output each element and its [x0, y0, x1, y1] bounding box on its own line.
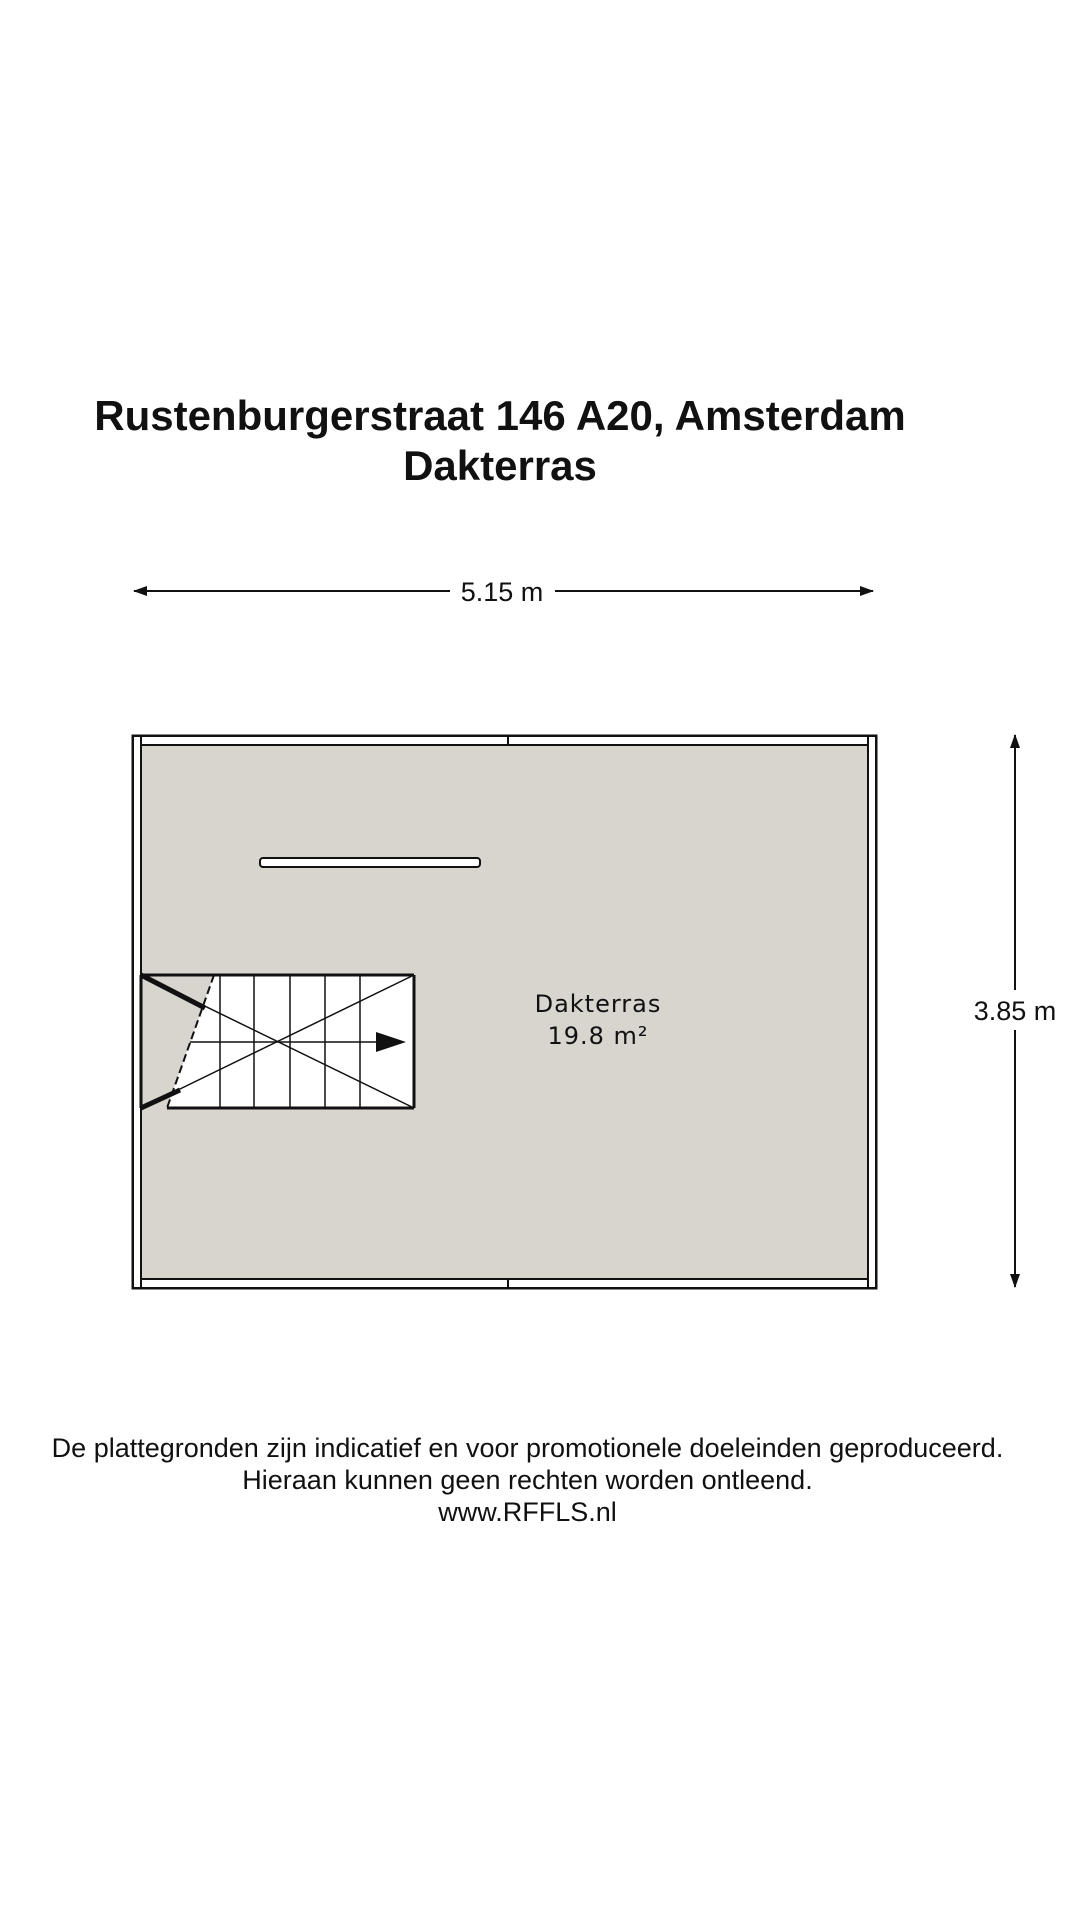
- wall-right: [868, 736, 876, 1288]
- disclaimer-line-1: De plattegronden zijn indicatief en voor promotionele doeleinden geproduceerd.: [51, 1433, 1004, 1463]
- room-area-label: 19.8 m²: [547, 1022, 649, 1050]
- room-name-label: Dakterras: [534, 990, 662, 1018]
- website-link[interactable]: www.RFFLS.nl: [438, 1497, 617, 1527]
- width-label: 5.15 m: [460, 577, 544, 607]
- width-dimension: [134, 577, 873, 607]
- plan-address-title: Rustenburgerstraat 146 A20, Amsterdam: [94, 392, 906, 439]
- railing-bar: [260, 858, 480, 867]
- height-dimension: [974, 735, 1057, 1287]
- disclaimer-line-2: Hieraan kunnen geen rechten worden ontleend.: [242, 1465, 813, 1495]
- height-label: 3.85 m: [973, 996, 1057, 1026]
- wall-bottom: [133, 1279, 876, 1288]
- plan-floor-title: Dakterras: [403, 442, 597, 489]
- wall-top: [133, 736, 876, 745]
